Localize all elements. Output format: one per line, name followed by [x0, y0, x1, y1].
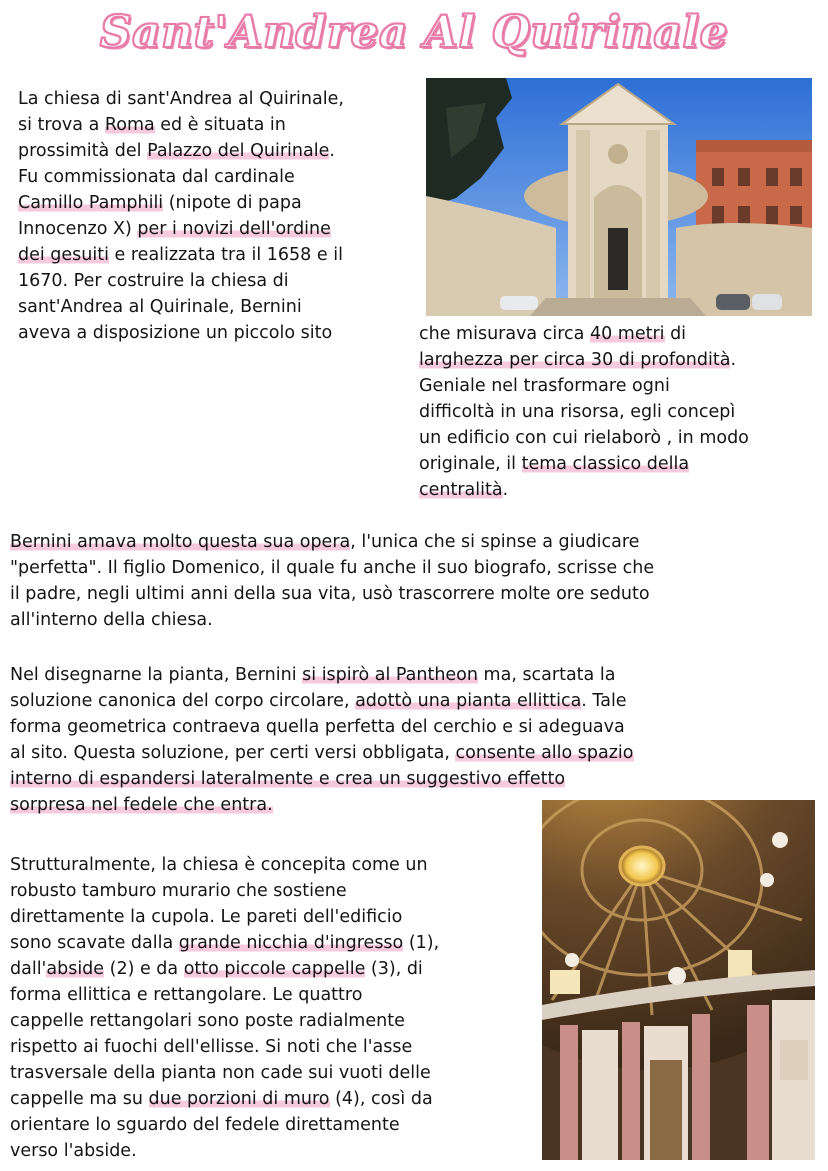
highlight-consente: consente allo spazio [455, 743, 634, 763]
church-exterior-photo [426, 78, 812, 316]
highlight-tema: tema classico della [521, 454, 690, 474]
paragraph-opera: Bernini amava molto questa sua opera, l'unica che si spinse a giudicare "perfetta". Il figlio Domenico, il quale fu anche il suo biografo, scrisse che il padre, negli ultimi anni della sua vita, usò trascorrere molte ore seduto all'interno della chiesa. [10, 532, 655, 630]
highlight-metri: 40 metri [589, 324, 665, 344]
paragraph-struttura: Strutturalmente, la chiesa è concepita come un robusto tamburo murario che sostiene direttamente la cupola. Le pareti dell'edificio sono scavate dalla grande nicchia d'ingresso (1), dall'abside (2) e da otto piccole cappelle (3), di forma ellittica e rettangolare. Le quattro cappelle rettangolari sono poste radialmente rispetto ai fuochi dell'ellisse. Si noti che l'asse trasversale della pianta non cade sui vuoti delle cappelle ma su due porzioni di muro (4), così da orientare lo sguardo del fedele direttamente verso l'abside. [10, 855, 440, 1161]
highlight-camillo: Camillo Pamphili [18, 193, 164, 213]
highlight-abside: abside [46, 959, 105, 979]
highlight-palazzo: Palazzo del Quirinale [147, 141, 330, 161]
church-exterior-image [426, 78, 812, 316]
highlight-pantheon: si ispirò al Pantheon [302, 665, 478, 685]
highlight-amava: Bernini amava molto questa sua opera [10, 532, 351, 552]
highlight-sorpresa: sorpresa nel fedele che entra. [10, 795, 273, 815]
highlight-roma: Roma [104, 115, 155, 135]
highlight-nicchia: grande nicchia d'ingresso [178, 933, 404, 953]
intro-continuation: che misurava circa 40 metri di larghezza per circa 30 di profondità. Geniale nel trasformare ogni difficoltà in una risorsa, egli concepì un edificio con cui rielaborò , in modo originale, il tema classico della centralità. [419, 324, 749, 500]
paragraph-pianta: Nel disegnarne la pianta, Bernini si ispirò al Pantheon ma, scartata la soluzione canonica del corpo circolare, adottò una pianta ellittica. Tale forma geometrica contraeva quella perfetta del cerchio e si adeguava al sito. Questa soluzione, per certi versi obbligata, consente allo spazio interno di espandersi lateralmente e crea un suggestivo effetto sorpresa nel fedele che entra. [10, 665, 634, 815]
highlight-novizi: per i novizi dell'ordine [137, 219, 331, 239]
highlight-espandersi: interno di espandersi lateralmente e crea un suggestivo effetto [10, 769, 566, 789]
intro-line: La chiesa di sant'Andrea al Quirinale, [18, 89, 344, 109]
highlight-larghezza: larghezza per circa 30 di profondità [419, 350, 731, 370]
church-interior-photo [542, 800, 815, 1160]
church-interior-image [542, 800, 815, 1160]
highlight-cappelle: otto piccole cappelle [183, 959, 366, 979]
highlight-porzioni: due porzioni di muro [148, 1089, 330, 1109]
intro-paragraph: La chiesa di sant'Andrea al Quirinale, si trova a Roma ed è situata in prossimità del Palazzo del Quirinale. Fu commissionata dal cardinale Camillo Pamphili (nipote di papa Innocenzo X) per i novizi dell'ordine dei gesuiti e realizzata tra il 1658 e il 1670. Per costruire la chiesa di sant'Andrea al Quirinale, Bernini aveva a disposizione un piccolo sito [18, 89, 344, 343]
page-title: Sant'Andrea Al Quirinale [99, 7, 729, 58]
highlight-centralita: centralità [419, 480, 503, 500]
highlight-ellittica: adottò una pianta ellittica [355, 691, 582, 711]
highlight-gesuiti: dei gesuiti [18, 245, 109, 265]
